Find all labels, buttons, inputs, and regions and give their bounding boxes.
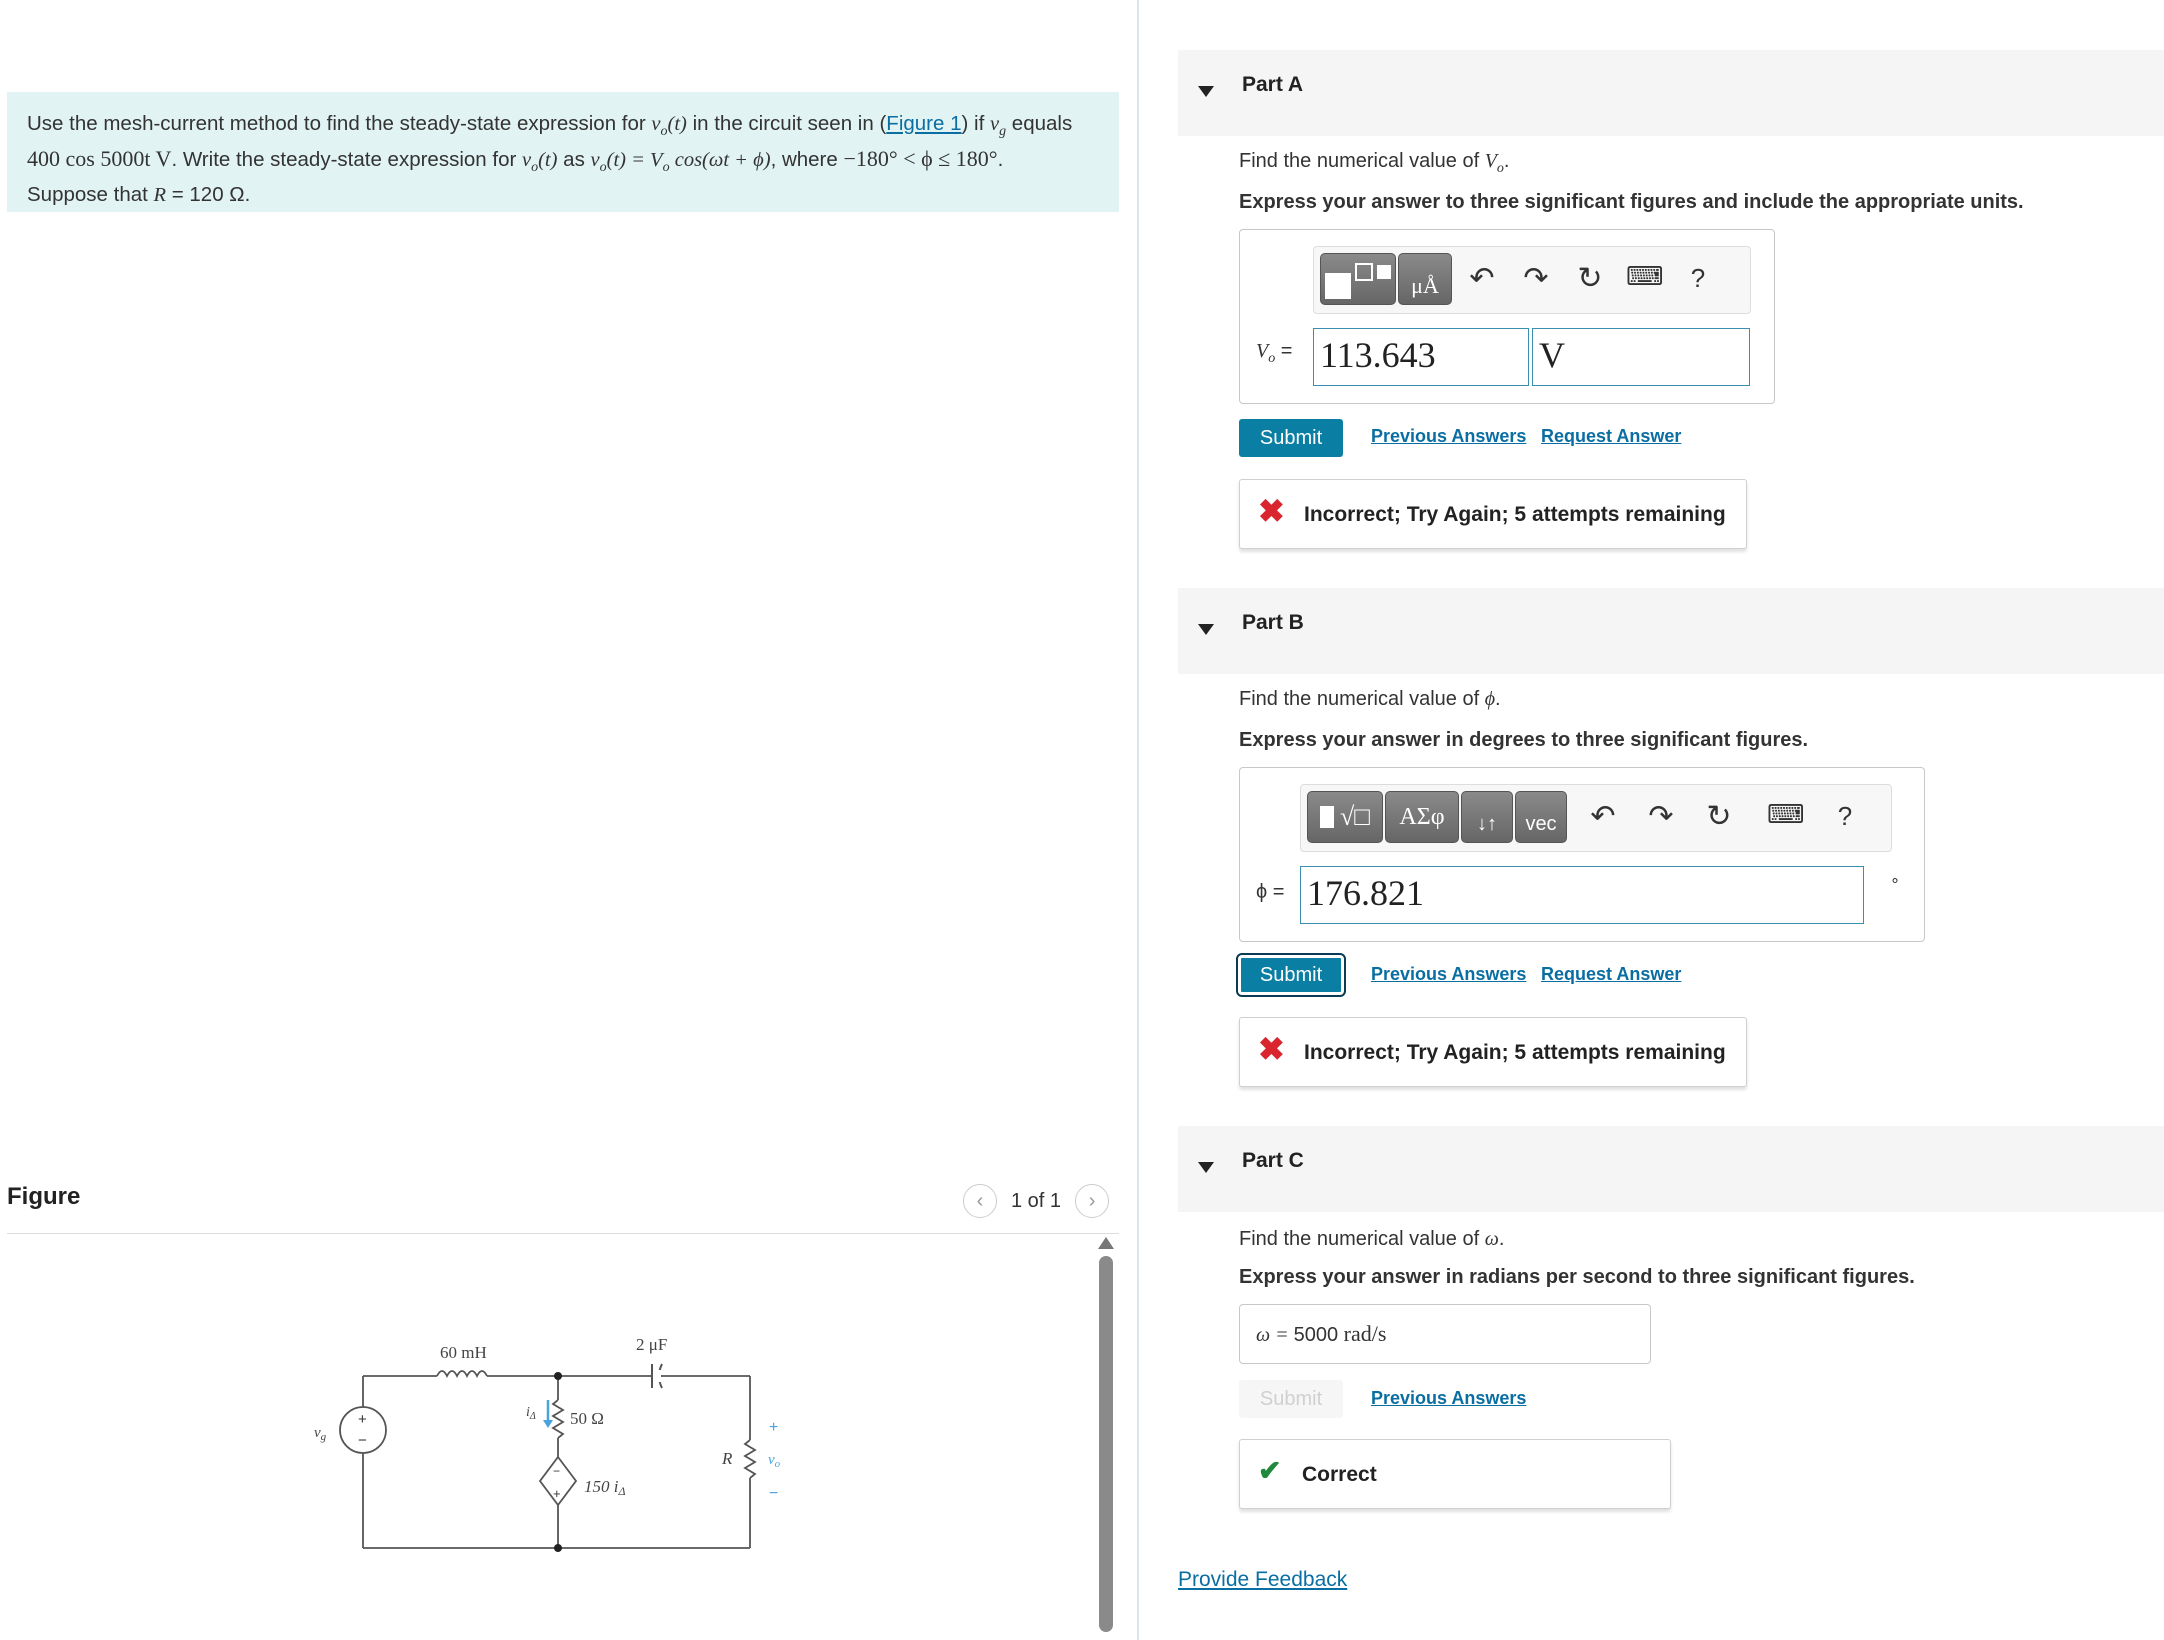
part-a-units-input[interactable]: V: [1532, 328, 1750, 386]
question-var: ϕ: [1484, 688, 1496, 710]
figure-link[interactable]: Figure 1: [886, 112, 962, 135]
template-icon: [1325, 273, 1351, 299]
part-a-header[interactable]: [1178, 50, 2164, 136]
keyboard-icon[interactable]: ⌨: [1626, 261, 1664, 291]
redo-icon[interactable]: ↷: [1523, 262, 1549, 295]
subscript-button[interactable]: ↓↑: [1461, 791, 1513, 843]
problem-text: . Write the steady-state expression for: [171, 148, 522, 172]
math-sub: g: [999, 124, 1007, 140]
undo-icon[interactable]: ↶: [1469, 262, 1495, 295]
vo-label: v: [768, 1452, 775, 1468]
vg-plus: +: [358, 1411, 367, 1428]
math-range: −180° < ϕ ≤ 180°: [843, 146, 998, 172]
part-c-feedback: [1239, 1439, 1671, 1509]
inductor-label: 60 mH: [440, 1343, 487, 1362]
part-c-answer: [1256, 1321, 1386, 1347]
redo-icon[interactable]: ↷: [1648, 800, 1674, 833]
greek-symbols-button[interactable]: ΑΣφ: [1385, 791, 1459, 843]
part-a-answer-box: [1239, 229, 1775, 404]
svg-text:150 iΔ: [584, 1477, 626, 1498]
template-box-icon: [1355, 263, 1373, 281]
help-button[interactable]: ?: [1837, 801, 1853, 831]
scrollbar-thumb[interactable]: [1099, 1256, 1113, 1632]
vg-minus: −: [358, 1432, 367, 1449]
question-text: .: [1498, 1228, 1505, 1250]
units-button[interactable]: μÅ: [1398, 253, 1452, 305]
part-a-feedback: [1239, 479, 1747, 549]
problem-text: .: [997, 148, 1004, 172]
math-expr: (t) = V: [606, 149, 663, 172]
template-icon: [1320, 806, 1334, 828]
part-b-title: Part B: [1242, 611, 1304, 634]
keyboard-icon[interactable]: ⌨: [1767, 799, 1805, 829]
problem-text: equals: [1006, 112, 1073, 135]
svg-text:vg: [314, 1425, 327, 1443]
figure-pager: [963, 1183, 1109, 1219]
vg-label: v: [314, 1425, 321, 1441]
part-a-instruction: Express your answer to three significant figures and include the appropriate units.: [1239, 191, 2024, 213]
R-label: R: [722, 1449, 733, 1468]
part-a-title: Part A: [1242, 73, 1304, 96]
math-R: R: [153, 184, 167, 207]
chevron-left-icon[interactable]: ‹: [963, 1184, 997, 1218]
part-a-var-label: [1256, 340, 1292, 367]
part-b-header[interactable]: [1178, 588, 2164, 674]
math-vo: v: [522, 149, 532, 172]
figure-divider: [7, 1233, 1119, 1234]
vector-button[interactable]: vec: [1515, 791, 1567, 843]
vo-minus: −: [769, 1485, 779, 1502]
provide-feedback-link[interactable]: Provide Feedback: [1178, 1568, 1348, 1591]
undo-icon[interactable]: ↶: [1590, 800, 1616, 833]
part-c-answer-box: [1239, 1304, 1651, 1364]
math-expr: cos(ωt + ϕ): [669, 149, 771, 172]
question-text: Find the numerical value of: [1239, 150, 1485, 172]
part-b-value-input[interactable]: 176.821: [1300, 866, 1864, 924]
part-c-question: [1239, 1228, 1504, 1251]
problem-text: in the circuit seen in (: [686, 112, 887, 135]
vo-plus: +: [769, 1419, 779, 1436]
part-b-var-label: ϕ =: [1256, 881, 1285, 903]
problem-statement: [7, 92, 1119, 212]
part-b-answer-box: [1239, 767, 1925, 942]
part-b-instruction: Express your answer in degrees to three significant figures.: [1239, 729, 1809, 751]
svg-text:vo: [768, 1452, 781, 1470]
svg-text:iΔ: [526, 1405, 536, 1422]
degree-symbol: ∘: [1890, 872, 1901, 889]
math-vg-expression: 400 cos 5000t V: [27, 146, 172, 172]
part-c-previous-answers-link[interactable]: Previous Answers: [1371, 1388, 1527, 1408]
part-a-toolbar: [1313, 246, 1751, 314]
question-text: Find the numerical value of: [1239, 688, 1485, 710]
templates-button[interactable]: [1320, 253, 1396, 305]
part-c-instruction: Express your answer in radians per second to three significant figures.: [1239, 1266, 1915, 1288]
math-arg: (t): [538, 149, 558, 172]
part-a-question: [1239, 150, 1509, 177]
question-var: ω: [1484, 1228, 1499, 1250]
collapse-caret-icon[interactable]: [1198, 624, 1214, 635]
problem-text: Use the mesh-current method to find the steady-state expression for: [27, 112, 652, 135]
part-a-submit-button[interactable]: Submit: [1239, 419, 1343, 457]
vo-sub: o: [774, 1458, 781, 1470]
capacitor-label: 2 μF: [636, 1335, 668, 1354]
dep-source-label: 150 i: [584, 1477, 619, 1496]
math-arg: (t): [667, 113, 687, 135]
dep-plus: +: [553, 1486, 561, 1501]
check-mark-icon: ✔: [1258, 1455, 1282, 1486]
collapse-caret-icon[interactable]: [1198, 86, 1214, 97]
figure-title: Figure: [7, 1183, 81, 1210]
math-vo: v: [651, 113, 661, 135]
part-b-feedback: [1239, 1017, 1747, 1087]
reset-icon[interactable]: ↻: [1706, 800, 1732, 833]
x-mark-icon: ✖: [1258, 1031, 1285, 1067]
part-c-title: Part C: [1242, 1149, 1304, 1172]
answer-value: 5000: [1293, 1324, 1339, 1346]
circuit-diagram: [300, 1320, 820, 1580]
question-text: .: [1495, 688, 1501, 710]
collapse-caret-icon[interactable]: [1198, 1162, 1214, 1173]
question-var: V: [1484, 150, 1497, 172]
dep-minus: −: [553, 1464, 561, 1478]
part-c-submit-button: Submit: [1239, 1380, 1343, 1418]
var-name: V: [1256, 340, 1269, 362]
part-a-feedback-text: Incorrect; Try Again; 5 attempts remaining: [1304, 503, 1726, 526]
problem-text: ) if: [961, 112, 990, 135]
reset-icon[interactable]: ↻: [1577, 262, 1603, 295]
dep-source-sub: Δ: [618, 1484, 626, 1498]
problem-text: as: [557, 148, 591, 172]
scroll-up-arrow-icon[interactable]: [1098, 1237, 1114, 1249]
i-delta-sub: Δ: [529, 1411, 536, 1422]
question-text: .: [1503, 150, 1510, 172]
math-templates-button[interactable]: √□: [1307, 791, 1383, 843]
column-divider: [1137, 0, 1139, 1640]
x-mark-icon: ✖: [1258, 493, 1285, 529]
part-a-request-answer-link[interactable]: Request Answer: [1541, 426, 1682, 446]
template-fill-icon: [1377, 265, 1391, 279]
answer-units: rad/s: [1338, 1321, 1387, 1346]
part-a-previous-answers-link[interactable]: Previous Answers: [1371, 426, 1527, 446]
math-sub: o: [662, 160, 670, 176]
math-vg: v: [989, 113, 1000, 135]
problem-text: , where: [770, 148, 844, 172]
var-sub: o: [1268, 351, 1276, 366]
part-b-feedback-text: Incorrect; Try Again; 5 attempts remaining: [1304, 1041, 1726, 1064]
part-c-feedback-text: Correct: [1302, 1463, 1377, 1486]
part-b-previous-answers-link[interactable]: Previous Answers: [1371, 964, 1527, 984]
i-delta-label: i: [526, 1405, 530, 1420]
help-button[interactable]: ?: [1690, 263, 1706, 293]
math-vo: v: [590, 149, 600, 172]
figure-counter: 1 of 1: [1011, 1189, 1062, 1212]
problem-text: Suppose that: [27, 183, 154, 207]
question-text: Find the numerical value of: [1239, 1228, 1485, 1250]
chevron-right-icon[interactable]: ›: [1075, 1184, 1109, 1218]
part-b-question: [1239, 688, 1501, 711]
var-equals: =: [1275, 340, 1293, 362]
math-sub: o: [660, 124, 668, 140]
math-sub: o: [531, 160, 539, 176]
part-b-request-answer-link[interactable]: Request Answer: [1541, 964, 1682, 984]
part-c-header[interactable]: [1178, 1126, 2164, 1212]
part-b-toolbar: [1300, 784, 1892, 852]
question-var-sub: o: [1496, 161, 1504, 176]
vg-sub: g: [320, 1431, 327, 1443]
resistor-50-label: 50 Ω: [570, 1409, 604, 1428]
part-b-submit-button[interactable]: Submit: [1239, 956, 1343, 994]
part-a-value-input[interactable]: 113.643: [1313, 328, 1529, 386]
answer-label: ω =: [1256, 1324, 1294, 1346]
problem-text: = 120 Ω.: [166, 183, 251, 207]
math-sub: o: [599, 160, 607, 176]
